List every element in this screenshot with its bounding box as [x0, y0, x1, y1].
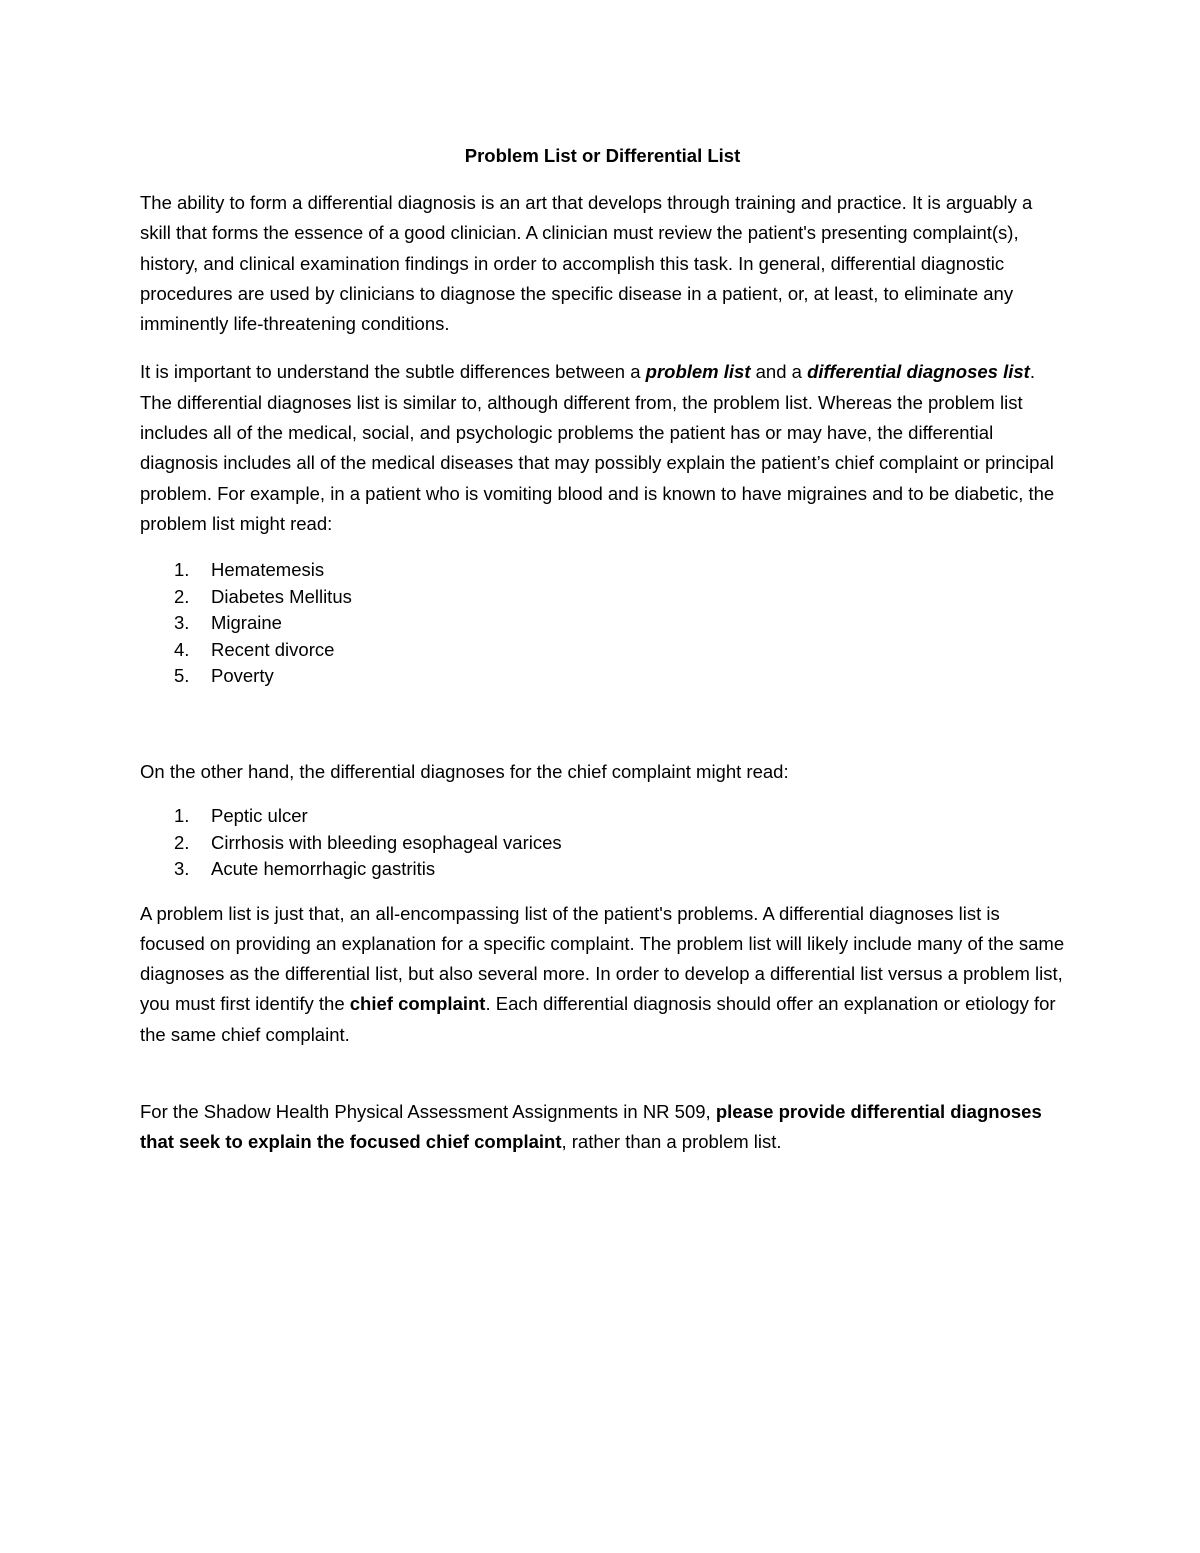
list-number: 3. [174, 612, 190, 634]
chief-complaint-term: chief complaint [349, 993, 486, 1015]
list-number: 1. [174, 805, 190, 827]
list-item-text: Poverty [211, 665, 274, 687]
spacer [140, 690, 1065, 757]
assignment-text-1: For the Shadow Health Physical Assessment Assignments in NR 509, [140, 1101, 716, 1123]
list-number: 2. [174, 585, 190, 607]
list-number: 2. [174, 831, 190, 853]
differential-list [140, 803, 1065, 883]
list-item [140, 637, 1065, 664]
comparison-paragraph [140, 357, 1065, 539]
list-item [140, 856, 1065, 883]
list-item-text: Peptic ulcer [211, 805, 308, 827]
summary-paragraph [140, 899, 1065, 1050]
comparison-text-2: and a [750, 361, 808, 383]
comparison-text-3: . The differential diagnoses list is similar to, although different from, the problem list. Whereas the problem list includes all of the medical, social, and psychologic problems the patient has or may have, the differential diagnosis includes all of the medical diseases that may possibly explain the patient’s chief complaint or principal problem. For example, in a patient who is vomiting blood and is known to have migraines and to be diabetic, the problem list might read: [140, 361, 1055, 534]
differential-list-term: differential diagnoses list [807, 361, 1030, 383]
differential-intro-paragraph: On the other hand, the differential diagnoses for the chief complaint might read: [140, 760, 789, 782]
problem-list-term: problem list [645, 361, 751, 383]
assignment-text-2: , rather than a problem list. [561, 1131, 782, 1153]
comparison-text-1: It is important to understand the subtle differences between a [140, 361, 646, 383]
list-item [140, 557, 1065, 584]
document-page [140, 142, 1065, 1158]
list-item [140, 584, 1065, 611]
list-item-text: Diabetes Mellitus [211, 585, 352, 607]
intro-paragraph: The ability to form a differential diagnosis is an art that develops through training and practice. It is arguably a skill that forms the essence of a good clinician. A clinician must review the patient's presenting complaint(s), history, and clinical examination findings in order to accomplish this task. In general, differential diagnostic procedures are used by clinicians to diagnose the specific disease in a patient, or, at least, to eliminate any imminently life-threatening conditions. [140, 192, 1033, 335]
list-item [140, 663, 1065, 690]
list-number: 3. [174, 858, 190, 880]
summary-text-1: A problem list is just that, an all-encompassing list of the patient's problems. A differential diagnoses list is focused on providing an explanation for a specific complaint. The problem list will likely include many of the same diagnoses as the differential list, but also several more. In order to develop a differential list versus a problem list, you must first identify the [140, 902, 1065, 1015]
list-item-text: Cirrhosis with bleeding esophageal varices [211, 831, 562, 853]
list-item-text: Hematemesis [211, 559, 325, 581]
list-number: 4. [174, 638, 190, 660]
spacer [140, 1050, 1065, 1097]
list-item-text: Acute hemorrhagic gastritis [211, 858, 436, 880]
list-item-text: Migraine [211, 612, 282, 634]
list-item-text: Recent divorce [211, 638, 335, 660]
spacer [140, 883, 1065, 899]
assignment-instruction: please provide differential diagnoses that seek to explain the focused chief complaint [140, 1101, 1042, 1153]
list-number: 1. [174, 559, 190, 581]
problem-list [140, 557, 1065, 690]
document-title: Problem List or Differential List [464, 145, 741, 166]
spacer [140, 787, 1065, 803]
summary-text-2: . Each differential diagnosis should offer an explanation or etiology for the same chief complaint. [140, 993, 1056, 1045]
list-number: 5. [174, 665, 190, 687]
list-item [140, 803, 1065, 830]
list-item [140, 610, 1065, 637]
list-item [140, 830, 1065, 857]
assignment-paragraph [140, 1097, 1065, 1158]
